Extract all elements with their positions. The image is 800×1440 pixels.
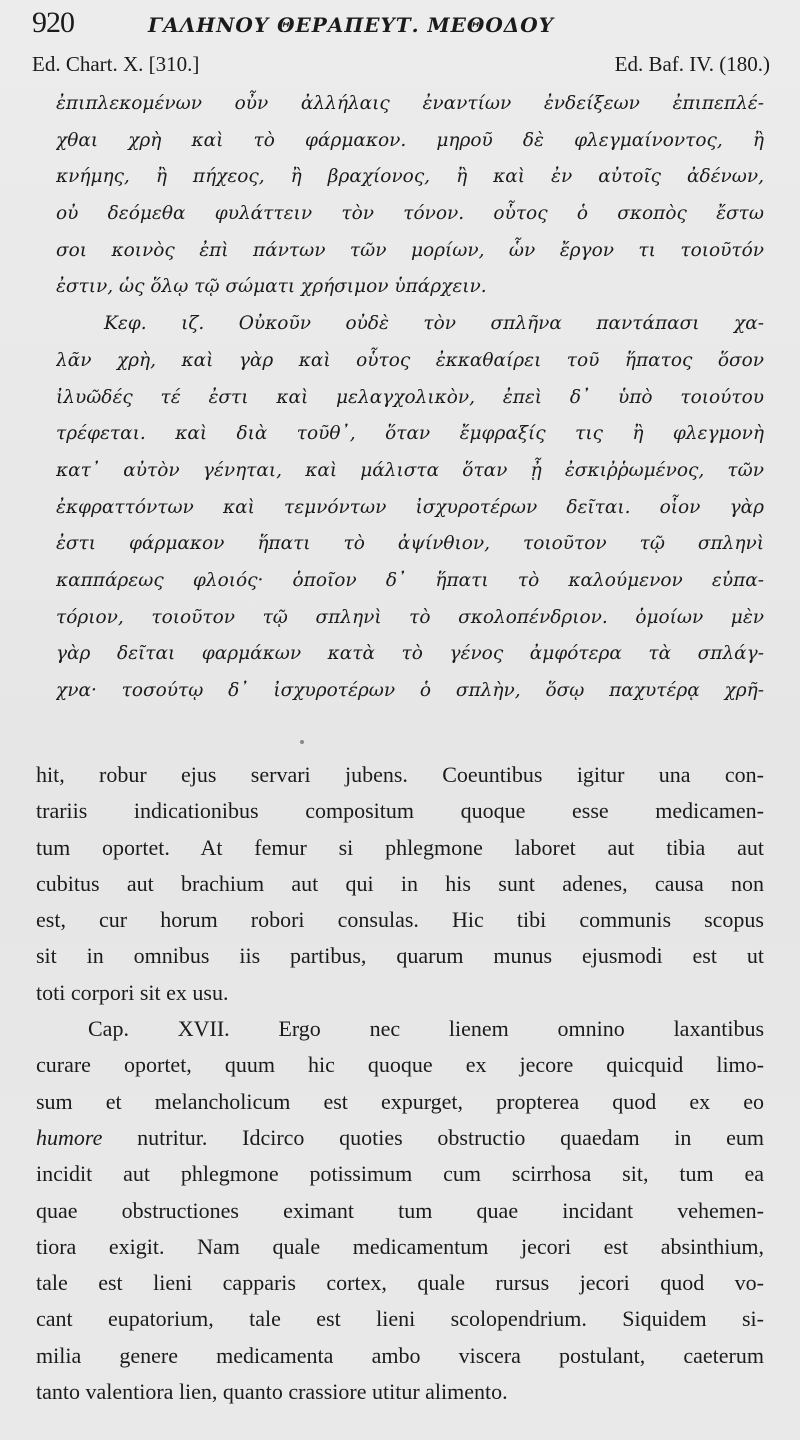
latin-line: cant eupatorium, tale est lieni scolopendrium. Siquidem si- (36, 1306, 764, 1332)
edition-basel-ref: Ed. Baf. IV. (180.) (614, 52, 770, 76)
edition-references (32, 52, 770, 86)
latin-line: tiora exigit. Nam quale medicamentum jecori est absinthium, (36, 1233, 764, 1259)
greek-line: χνα· τοσούτῳ δ᾽ ἰσχυροτέρων ὁ σπλὴν, ὅσῳ παχυτέρᾳ χρῆ- (56, 680, 764, 701)
latin-line: sit in omnibus iis partibus, quarum munus ejusmodi est ut (36, 943, 764, 969)
running-header (32, 6, 770, 46)
italic-word: humore (36, 1124, 103, 1150)
greek-line: ἐκφραττόντων καὶ τεμνόντων ἰσχυροτέρων δεῖται. οἷον γὰρ (56, 496, 764, 518)
greek-text-column (56, 86, 764, 710)
greek-line: τόριον, τοιοῦτον τῷ σπληνὶ τὸ σκολοπένδριον. ὁμοίων μὲν (56, 606, 764, 628)
greek-line: τρέφεται. καὶ διὰ τοῦθ᾽, ὅταν ἔμφραξίς τις ἢ φλεγμονὴ (56, 423, 764, 445)
latin-line: cubitus aut brachium aut qui in his sunt adenes, causa non (36, 870, 764, 896)
greek-line: ἰλυῶδές τέ ἐστι καὶ μελαγχολικὸν, ἐπεὶ δ᾽ ὑπὸ τοιούτου (56, 386, 764, 408)
latin-line: est, cur horum robori consulas. Hic tibi communis scopus (36, 907, 764, 933)
latin-text-column (36, 757, 764, 1410)
latin-line: toti corpori sit ex usu. (36, 979, 229, 1005)
greek-chapter-heading-line: Κεφ. ιζ. Οὐκοῦν οὐδὲ τὸν σπλῆνα παντάπασι χα- (104, 313, 764, 335)
latin-line: trariis indicationibus compositum quoque esse medicamen- (36, 798, 764, 824)
greek-line: χθαι χρὴ καὶ τὸ φάρμακον. μηροῦ δὲ φλεγμαίνοντος, ἢ (56, 129, 764, 151)
latin-line: milia genere medicamenta ambo viscera postulant, caeterum (36, 1342, 764, 1368)
greek-line: ἐπιπλεκομένων οὖν ἀλλήλαις ἐναντίων ἐνδείξεων ἐπιπεπλέ- (56, 93, 764, 114)
latin-line: tale est lieni capparis cortex, quale rursus jecori quod vo- (36, 1270, 764, 1296)
greek-line: ἐστιν, ὡς ὅλῳ τῷ σώματι χρήσιμον ὑπάρχειν. (56, 276, 487, 298)
latin-line (36, 1120, 764, 1156)
latin-line: tanto valentiora lien, quanto crassiore utitur alimento. (36, 1379, 508, 1405)
latin-line: hit, robur ejus servari jubens. Coeuntibus igitur una con- (36, 762, 764, 787)
greek-line: γὰρ δεῖται φαρμάκων κατὰ τὸ γένος ἀμφότερα τὰ σπλάγ- (56, 643, 764, 665)
running-title: ΓΑΛΗΝΟΥ ΘΕΡΑΠΕΥΤ. ΜΕΘΟΔΟΥ (148, 13, 554, 37)
page-number: 920 (32, 6, 74, 39)
latin-line: curare oportet, quum hic quoque ex jecore quicquid limo- (36, 1052, 764, 1078)
latin-line: incidit aut phlegmone potissimum cum scirrhosa sit, tum ea (36, 1161, 764, 1187)
greek-line: λᾶν χρὴ, καὶ γὰρ καὶ οὗτος ἐκκαθαίρει τοῦ ἥπατος ὅσον (56, 349, 764, 371)
latin-chapter-heading-line: Cap. XVII. Ergo nec lienem omnino laxantibus (88, 1016, 764, 1042)
greek-line: οὐ δεόμεθα φυλάττειν τὸν τόνον. οὗτος ὁ σκοπὸς ἔστω (56, 203, 764, 225)
latin-line: sum et melancholicum est expurget, propterea quod ex eo (36, 1088, 764, 1114)
greek-line: κατ᾽ αὐτὸν γένηται, καὶ μάλιστα ὅταν ᾖ ἐσκιῤῥωμένος, τῶν (56, 459, 764, 481)
latin-line: quae obstructiones eximant tum quae incidant vehemen- (36, 1197, 764, 1223)
greek-line: σοι κοινὸς ἐπὶ πάντων τῶν μορίων, ὧν ἔργον τι τοιοῦτόν (56, 239, 764, 261)
divider-dot (300, 740, 304, 744)
edition-chart-ref: Ed. Chart. X. [310.] (32, 52, 200, 76)
latin-line: tum oportet. At femur si phlegmone laboret aut tibia aut (36, 834, 764, 860)
latin-line-rest: nutritur. Idcirco quoties obstructio quaedam in eum (137, 1124, 764, 1150)
greek-line: ἐστι φάρμακον ἥπατι τὸ ἀψίνθιον, τοιοῦτον τῷ σπληνὶ (56, 533, 764, 555)
greek-line: καππάρεως φλοιός· ὁποῖον δ᾽ ἥπατι τὸ καλούμενον εὐπα- (56, 569, 764, 591)
greek-line: κνήμης, ἢ πήχεος, ἢ βραχίονος, ἢ καὶ ἐν αὐτοῖς ἀδένων, (56, 166, 764, 188)
